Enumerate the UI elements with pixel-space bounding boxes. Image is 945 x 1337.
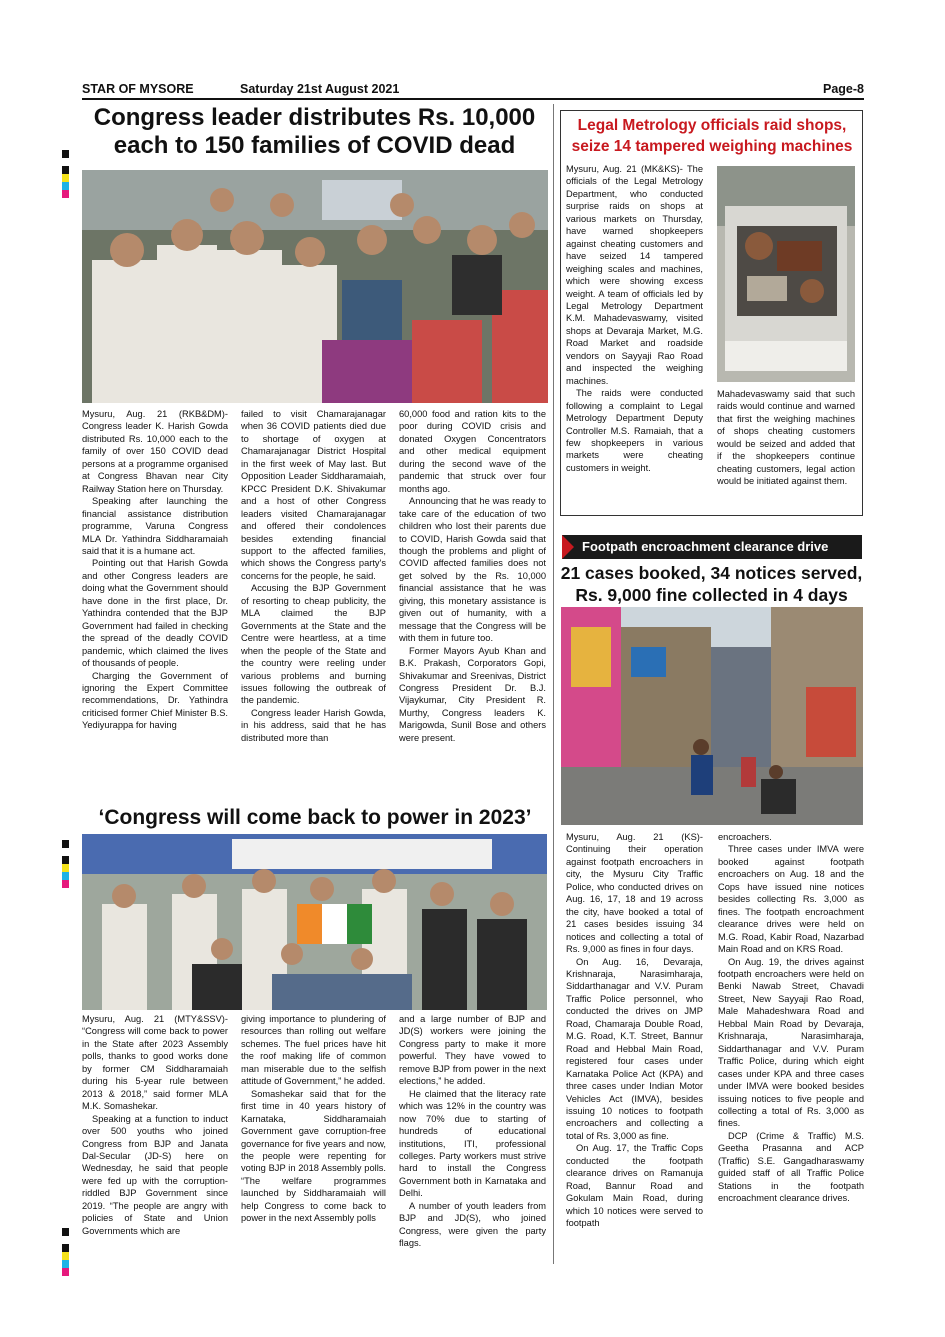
story4-column-1 [82, 1013, 228, 1269]
paragraph: Speaking after launching the financial assistance distribution programme, Varuna Congress MLA Dr. Yathindra Siddharamaiah said that it is a humane act. [82, 496, 228, 556]
page-header [82, 80, 864, 100]
paragraph: Mysuru, Aug. 21 (MTY&SSV)- “Congress will come back to power in the State after 2023 Assembly polls, thanks to good works done by former CM Siddharamaiah during his 5-year rule between 2013 & 2018,” said former MLA M.K. Somashekar. [82, 1014, 228, 1112]
story1-column-2 [241, 408, 386, 803]
paragraph: Charging the Government of ignoring the Expert Committee recommendations, Dr. Yathindra criticised former Chief Minister B.S. Yediyurappa for having [82, 670, 228, 731]
story2-headline [563, 116, 861, 158]
story3-headline-line1: 21 cases booked, 34 notices served, [560, 563, 863, 583]
story3-column-2 [718, 831, 864, 1271]
paragraph: Speaking at a function to induct over 500 youths who joined Congress from BJP and Janata Dal-Secular (JD-S) here on Wednesday, he said that people were fed up with the corruption-riddled BJP Government since 2019. “The people are angry with policies of State and Union Governments which are [82, 1113, 228, 1236]
publication-name: STAR OF MYSORE [82, 82, 194, 96]
story4-column-2 [241, 1013, 386, 1269]
paragraph: On Aug. 17, the Traffic Cops conducted the footpath clearance drives on Ramanuja Road, Bannur Road and Gokulam Main Road, during which 10 notices were served to footpath [566, 1143, 703, 1229]
story1-headline-line2: each to 150 families of COVID dead [113, 132, 516, 160]
paragraph: Congress leader Harish Gowda, in his address, said that he has distributed more than [241, 707, 386, 743]
story2-column-1 [566, 163, 703, 513]
story3-headline-line2: Rs. 9,000 fine collected in 4 days [575, 585, 848, 606]
story1-photo [82, 170, 548, 403]
paragraph: Three cases under IMVA were booked against footpath encroachers on Aug. 18 and the Cops have issued nine notices besides collecting Rs. 3,000 as fines. The footpath encroachment clearance drives were held on M.G. Road, Kabir Road, Nazarbad Main Road and on KRS Road. [718, 844, 864, 955]
paragraph: Mysuru, Aug. 21 (KS)- Continuing their operation against footpath encroachers in city, the Mysuru City Traffic Police, who conducted drives on Aug. 16, 17, 18 and 19 across the city, have booked a total of 21 cases besides issuing 34 notices and collecting a total of Rs. 9,000 as fines in four days. [566, 832, 703, 955]
paragraph: Accusing the BJP Government of resorting to cheap publicity, the MLA claimed the BJP Governments at the State and the Centre were heartless, at a time when the people of the State and the country were reeling under various problems and burning issues following the outbreak of the pandemic. [241, 583, 386, 706]
story2-headline-line1: Legal Metrology officials raid shops, [577, 117, 847, 134]
paragraph: 60,000 food and ration kits to the poor during COVID crisis and donated Oxygen Concentrators and other medical equipment during the second wave of the pandemic that struck over four months ago. [399, 409, 546, 494]
paragraph: failed to visit Chamarajanagar when 36 COVID patients died due to shortage of oxygen at Chamarajanagar District Hospital in the first week of May last. But Opposition Leader Siddharamaiah, KPCC President D.K. Shivakumar and a host of other Congress leaders visited Chamarajanagar and offered their condolences besides extending financial support to the affected families, which shows the Congress party's concerns for the people, he said. [241, 409, 386, 581]
story3-headline [558, 562, 865, 606]
story4-photo [82, 834, 547, 1010]
paragraph: DCP (Crime & Traffic) M.S. Geetha Prasanna and ACP (Traffic) S.E. Gangadharaswamy guided staff of all Traffic Police Stations in the footpath encroachment clearance drives. [718, 1130, 864, 1204]
story2-headline-line2: seize 14 tampered weighing machines [571, 137, 853, 155]
paragraph: On Aug. 16, Devaraja, Krishnaraja, Narasimharaja, Siddarthanagar and V.V. Puram Traffic Police personnel, who conducted the drives on JMP Road, Chamaraja Double Road, M.G. Road, K.T. Street, Bannur Road and Hebbal Main Road, registered four cases under Karnataka Police Act (KPA) and three cases under Indian Motor Vehicles Act (IMVA), besides issuing 10 notices to footpath encroachers and collecting a total of Rs. 3,000 as fine. [566, 956, 703, 1141]
story1-headline-line1: Congress leader distributes Rs. 10,000 [93, 104, 536, 131]
paragraph: and a large number of BJP and JD(S) workers were joining the Congress party to make it more powerful. They have vowed to remove BJP from power in the next elections,” he added. [399, 1014, 546, 1087]
story3-column-1 [566, 831, 703, 1271]
paragraph: Mysuru, Aug. 21 (RKB&DM)- Congress leader K. Harish Gowda distributed Rs. 10,000 each to the family of over 150 COVID dead persons at a programme organised at Congress Bhavan near City Railway Station here on Thursday. [82, 409, 228, 494]
story4-column-3 [399, 1013, 546, 1269]
story1-column-1 [82, 408, 228, 803]
story2-column-2 [717, 388, 855, 513]
kicker-arrow-icon [562, 535, 574, 559]
issue-date: Saturday 21st August 2021 [240, 82, 400, 96]
paragraph: giving importance to plundering of resources than rolling out welfare schemes. The fuel prices have hit the roof making life of common man miserable due to the selfish attitude of Government,” he added. [241, 1014, 386, 1087]
story1-headline [82, 104, 547, 161]
story3-photo [561, 607, 863, 825]
paragraph: Mysuru, Aug. 21 (MK&KS)- The officials of the Legal Metrology Department, who conducted surprise raids on shops at various markets on Thursday, have warned shopkeepers against cheating customers and have seized 14 tampered weighing scales and machines, which were showing excess weight. A team of officials led by Legal Metrology Department K.M. Mahadevaswamy, visited shops at Devaraja Market, M.G. Road Market and roadside vendors on Sayyaji Rao Road and inspected the weighing machines. [566, 164, 703, 386]
paragraph: A number of youth leaders from BJP and JD(S), who joined Congress, were given the party flags. [399, 1200, 546, 1249]
paragraph: Mahadevaswamy said that such raids would continue and warned that first the weighing machines of shops cheating customers would be seized and added that if the shopkeepers continue cheating customers, legal action would be initiated against them. [717, 389, 855, 487]
paragraph: Somashekar said that for the first time in 40 years history of Karnataka, Siddharamaiah Government gave corruption-free governance for five years and now, the people were repenting for voting BJP in 2018 Assembly polls. “The welfare programmes launched by Siddharamaiah will help Congress to come back to power in the next Assembly polls [241, 1088, 386, 1224]
paragraph: Pointing out that Harish Gowda and other Congress leaders are doing what the Government should have done in the first place, Dr. Yathindra contended that the BJP Government had failed in checking the spread of the deadly COVID pandemic, which claimed the lives of thousands of people. [82, 558, 228, 669]
paragraph: On Aug. 19, the drives against footpath encroachers were held on Benki Nawab Street, Chavadi Street, New Sayyaji Rao Road, Male Mahadeshwara Road and Hebbal Main Road by Devaraja, Krishnaraja, Narasimharaja, Siddarthanagar and V.V. Puram Traffic Police, during which eight cases under KPA and three cases under IMVA were booked besides issuing notices to five people and collecting a total of Rs. 3,000 as fines. [718, 956, 864, 1129]
paragraph: encroachers. [718, 832, 772, 842]
column-divider [553, 104, 554, 1264]
paragraph: He claimed that the literacy rate which was 12% in the country was now 70% due to starting of hundreds of educational institutions, ITI, professional colleges. Party workers must strive hard to install the Congress Government both in Karnataka and Delhi. [399, 1088, 546, 1199]
registration-marks-middle [62, 840, 69, 888]
story1-column-3 [399, 408, 546, 803]
paragraph: The raids were conducted following a complaint to Legal Metrology Department Deputy Controller M.S. Ramaiah, that a few shopkeepers in various markets were cheating customers in weight. [566, 388, 703, 473]
paragraph: Former Mayors Ayub Khan and B.K. Prakash, Corporators Gopi, Shivakumar and Sreenivas, District Congress President Dr. B.J. Vijaykumar, City President R. Murthy, Congress leaders K. Marigowda, Sunil Bose and others were present. [399, 645, 546, 743]
story3-kicker: Footpath encroachment clearance drive [562, 535, 862, 559]
story2-photo [717, 166, 855, 382]
page-number: Page-8 [823, 82, 864, 96]
story3-kicker-bar [562, 535, 862, 559]
paragraph: Announcing that he was ready to take care of the education of two children who lost their parents due to COVID, Harish Gowda said that though the problems and plight of COVID affected families does not get solved by the Rs. 10,000 financial assistance that he was giving, this monetary assistance is given out of humanity, with a message that the Congress will be with them in future too. [399, 496, 546, 644]
story4-headline: ‘Congress will come back to power in 2023’ [98, 806, 532, 829]
registration-marks-bottom [62, 1228, 69, 1276]
registration-marks-top [62, 150, 69, 198]
